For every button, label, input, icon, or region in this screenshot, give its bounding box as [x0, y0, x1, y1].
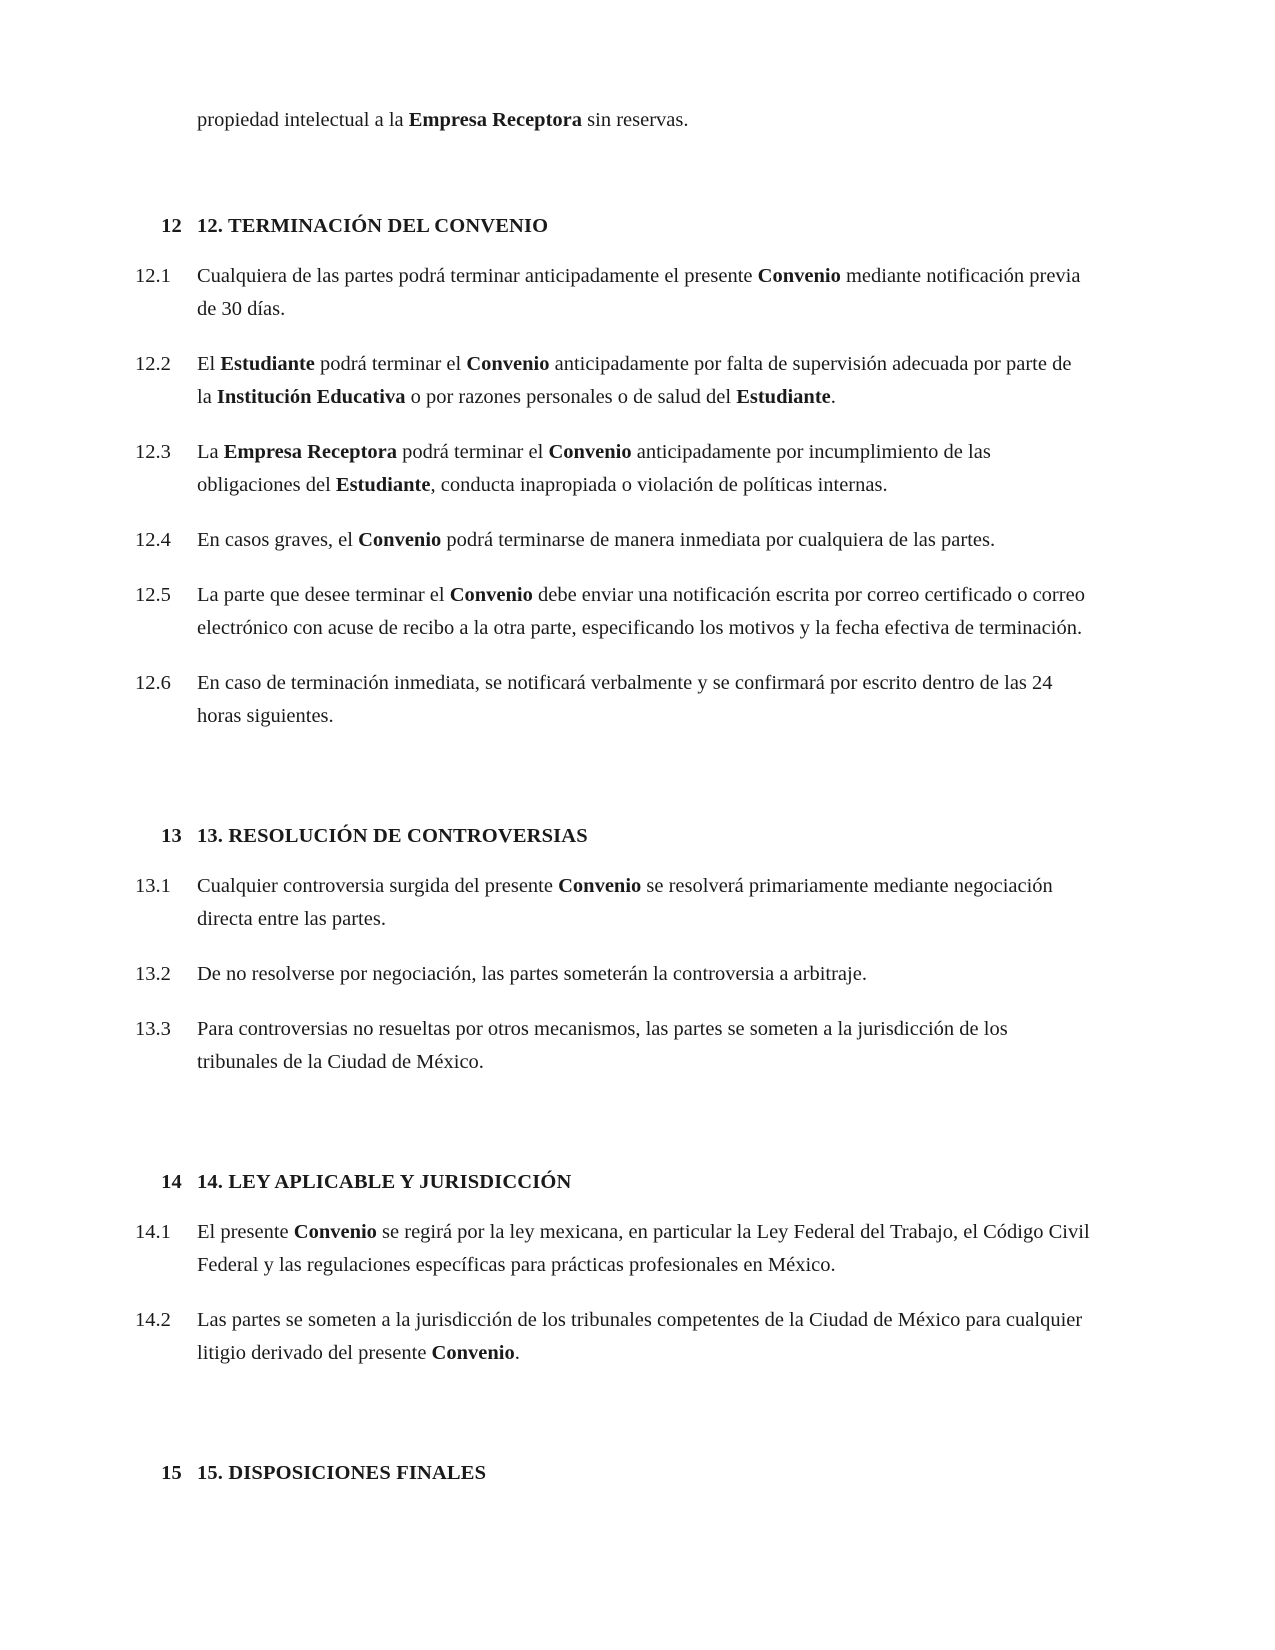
clause-text: Las partes se someten a la jurisdicción de los tribunales competentes de la Ciudad de México para cualquier litigio derivado del presente Convenio. [197, 1309, 1083, 1364]
clause-number: 13.2 [135, 963, 171, 985]
clause-12-1 [135, 260, 1090, 326]
spacer [135, 645, 1090, 667]
clause-13-1 [135, 870, 1090, 936]
section-number: 12 [161, 215, 182, 237]
clause-text: Cualquiera de las partes podrá terminar anticipadamente el presente Convenio mediante notificación previa de 30 días. [197, 265, 1081, 320]
spacer [135, 1194, 1090, 1216]
clause-13-3 [135, 1013, 1090, 1079]
clause-text: En caso de terminación inmediata, se notificará verbalmente y se confirmará por escrito dentro de las 24 horas siguientes. [197, 672, 1053, 727]
spacer [135, 1079, 1090, 1171]
spacer [135, 733, 1090, 825]
clause-text: El presente Convenio se regirá por la ley mexicana, en particular la Ley Federal del Trabajo, el Código Civil Federal y las regulaciones específicas para prácticas profesionales en México. [197, 1221, 1090, 1276]
clause-number: 13.3 [135, 1018, 171, 1040]
section-heading-12 [135, 215, 1090, 238]
clause-number: 12.1 [135, 265, 171, 287]
clause-text: La Empresa Receptora podrá terminar el Convenio anticipadamente por incumplimiento de las obligaciones del Estudiante, conducta inapropiada o violación de políticas internas. [197, 441, 991, 496]
spacer [135, 326, 1090, 348]
clause-14-2 [135, 1304, 1090, 1370]
section-title: 13. RESOLUCIÓN DE CONTROVERSIAS [197, 825, 588, 847]
clause-number: 14.2 [135, 1309, 171, 1331]
clause-number: 13.1 [135, 875, 171, 897]
clause-12-5 [135, 579, 1090, 645]
continuation-paragraph: propiedad intelectual a la Empresa Receptora sin reservas. [197, 109, 689, 131]
section-number: 13 [161, 825, 182, 847]
spacer [135, 936, 1090, 958]
clause-text: El Estudiante podrá terminar el Convenio anticipadamente por falta de supervisión adecuada por parte de la Institución Educativa o por razones personales o de salud del Estudiante. [197, 353, 1072, 408]
section-heading-13 [135, 825, 1090, 848]
spacer [135, 991, 1090, 1013]
clause-number: 12.4 [135, 529, 171, 551]
clause-13-2 [135, 958, 1090, 991]
spacer [135, 137, 1090, 215]
clause-number: 12.6 [135, 672, 171, 694]
clause-number: 12.2 [135, 353, 171, 375]
clause-number: 12.3 [135, 441, 171, 463]
clause-12-4 [135, 524, 1090, 557]
spacer [135, 238, 1090, 260]
clause-14-1 [135, 1216, 1090, 1282]
clause-text: En casos graves, el Convenio podrá terminarse de manera inmediata por cualquiera de las partes. [197, 529, 996, 551]
clause-12-2 [135, 348, 1090, 414]
spacer [135, 848, 1090, 870]
spacer [135, 557, 1090, 579]
section-heading-15 [135, 1462, 1090, 1485]
section-number: 15 [161, 1462, 182, 1484]
clause-number: 12.5 [135, 584, 171, 606]
spacer [135, 1282, 1090, 1304]
clause-text: Para controversias no resueltas por otros mecanismos, las partes se someten a la jurisdicción de los tribunales de la Ciudad de México. [197, 1018, 1008, 1073]
clause-number: 14.1 [135, 1221, 171, 1243]
section-title: 15. DISPOSICIONES FINALES [197, 1462, 487, 1484]
section-heading-14 [135, 1171, 1090, 1194]
section-number: 14 [161, 1171, 182, 1193]
spacer [135, 1370, 1090, 1462]
section-title: 12. TERMINACIÓN DEL CONVENIO [197, 215, 549, 237]
spacer [135, 502, 1090, 524]
clause-text: De no resolverse por negociación, las partes someterán la controversia a arbitraje. [197, 963, 867, 985]
section-title: 14. LEY APLICABLE Y JURISDICCIÓN [197, 1171, 572, 1193]
clause-12-3 [135, 436, 1090, 502]
clause-12-6 [135, 667, 1090, 733]
clause-text: Cualquier controversia surgida del presente Convenio se resolverá primariamente mediante negociación directa entre las partes. [197, 875, 1053, 930]
spacer [135, 414, 1090, 436]
clause-text: La parte que desee terminar el Convenio debe enviar una notificación escrita por correo certificado o correo electrónico con acuse de recibo a la otra parte, especificando los motivos y la fecha efectiva de terminación. [197, 584, 1085, 639]
